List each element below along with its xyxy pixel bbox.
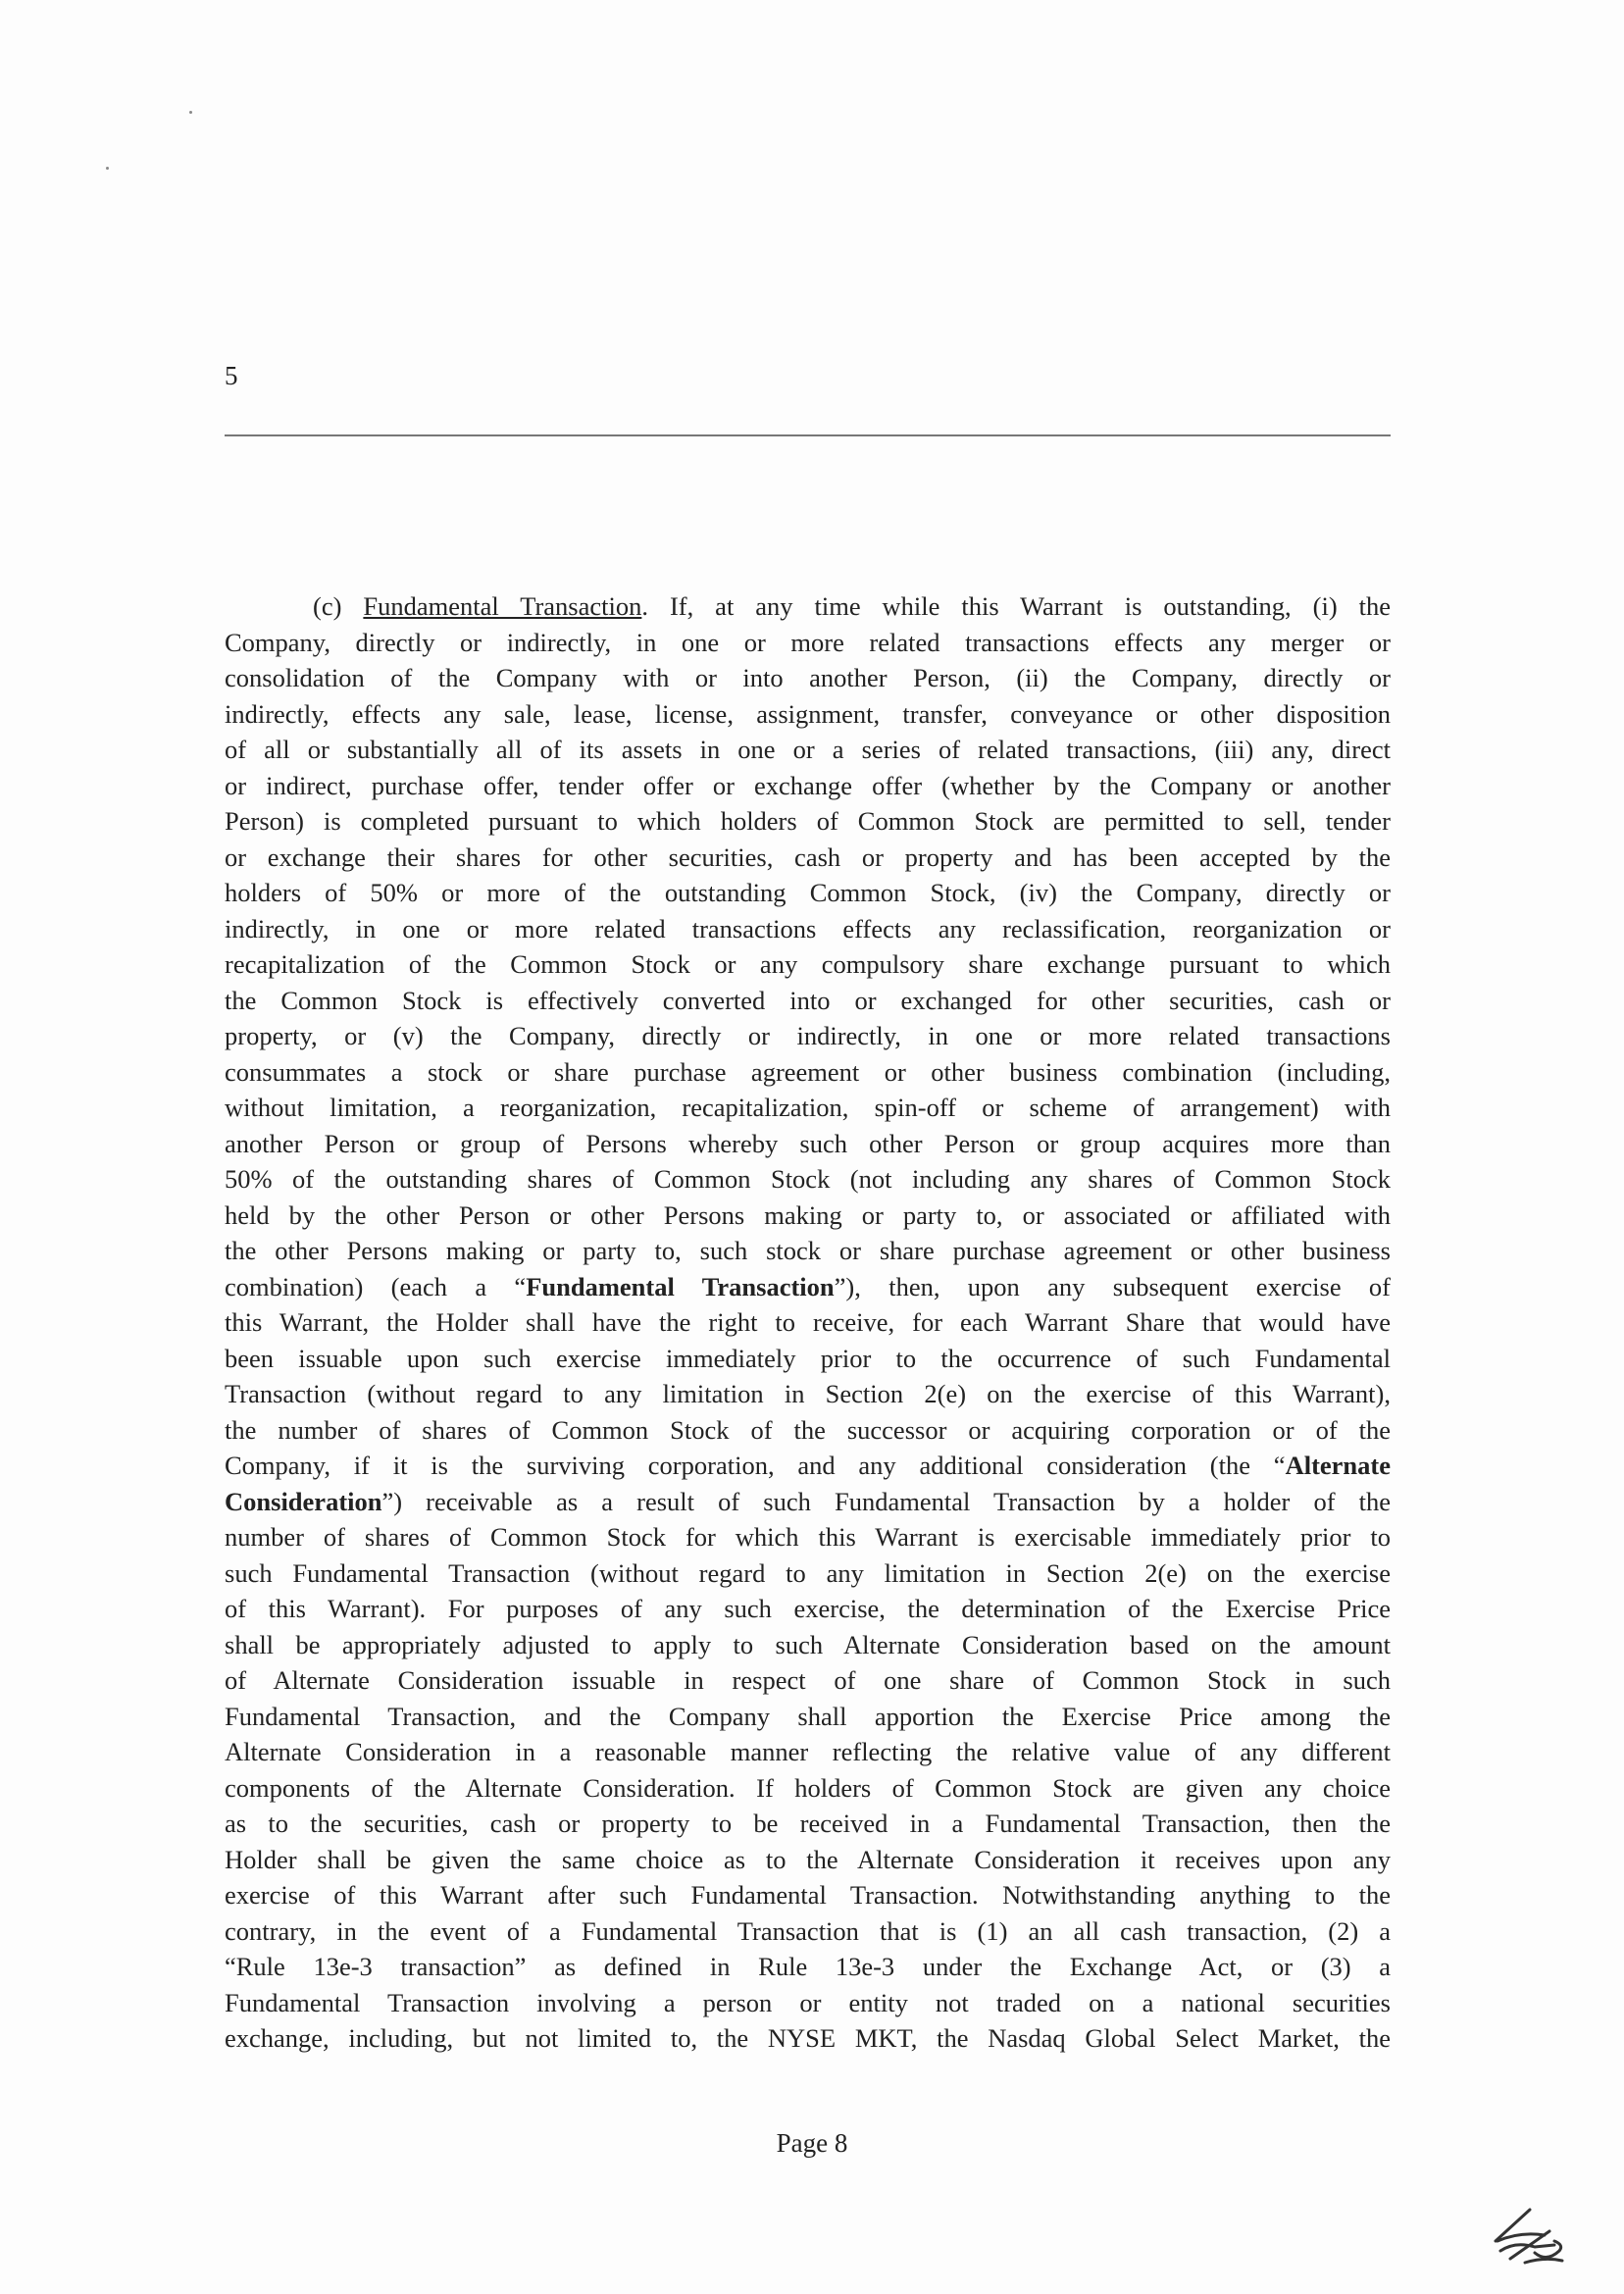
text-segment: the Common Stock is effectively converted into or exchanged for other securities, cash or <box>225 985 1391 1015</box>
page-number: Page 8 <box>776 2128 848 2158</box>
text-segment: Person) is completed pursuant to which holders of Common Stock are permitted to sell, tender <box>225 806 1391 836</box>
text-segment: the number of shares of Common Stock of the successor or acquiring corporation or of the <box>225 1414 1391 1445</box>
text-line <box>225 1734 1391 1770</box>
text-segment: Alternate Consideration in a reasonable manner reflecting the relative value of any different <box>225 1737 1391 1766</box>
text-segment: 50% of the outstanding shares of Common Stock (not including any shares of Common Stock <box>225 1164 1391 1194</box>
defined-term: Fundamental Transaction <box>526 1271 835 1301</box>
header-number: 5 <box>225 361 238 390</box>
defined-term: Consideration <box>225 1486 382 1516</box>
text-line <box>225 732 1391 768</box>
text-segment: as to the securities, cash or property to be received in a Fundamental Transaction, then the <box>225 1809 1391 1838</box>
text-line <box>225 1842 1391 1878</box>
text-line <box>225 1662 1391 1699</box>
text-line <box>225 1269 1391 1305</box>
text-segment: shall be appropriately adjusted to apply to such Alternate Consideration based on the amount <box>225 1629 1391 1659</box>
text-segment: Company, if it is the surviving corporation, and any additional consideration (the “ <box>225 1451 1286 1480</box>
text-line <box>225 625 1391 661</box>
text-line <box>225 1126 1391 1162</box>
text-segment: ”), then, upon any subsequent exercise of <box>834 1271 1392 1301</box>
text-segment: number of shares of Common Stock for which this Warrant is exercisable immediately prior to <box>225 1522 1391 1552</box>
text-line <box>225 768 1391 804</box>
text-line <box>225 1198 1391 1234</box>
text-segment: consummates a stock or share purchase agreement or other business combination (including, <box>225 1056 1391 1087</box>
text-segment: (c) <box>313 591 364 621</box>
text-segment: holders of 50% or more of the outstanding Common Stock, (iv) the Company, directly or <box>225 878 1391 907</box>
text-segment: or indirect, purchase offer, tender offer or exchange offer (whether by the Company or another <box>225 770 1391 800</box>
text-segment: recapitalization of the Common Stock or any compulsory share exchange pursuant to which <box>225 949 1391 979</box>
text-line <box>225 1090 1391 1126</box>
text-line <box>225 1018 1391 1054</box>
text-segment: the other Persons making or party to, such stock or share purchase agreement or other business <box>225 1236 1391 1265</box>
text-segment: consolidation of the Company with or into another Person, (ii) the Company, directly or <box>225 663 1391 692</box>
text-line <box>225 1555 1391 1592</box>
text-segment: exchange, including, but not limited to, the NYSE MKT, the Nasdaq Global Select Market, the <box>225 2023 1391 2053</box>
text-segment: this Warrant, the Holder shall have the right to receive, for each Warrant Share that would have <box>225 1307 1391 1337</box>
text-line <box>225 946 1391 983</box>
text-segment: Holder shall be given the same choice as to the Alternate Consideration it receives upon any <box>225 1844 1391 1874</box>
text-segment: held by the other Person or other Persons making or party to, or associated or affiliated with <box>225 1199 1391 1230</box>
text-line <box>225 1484 1391 1520</box>
text-line <box>225 803 1391 840</box>
text-segment: . If, at any time while this Warrant is outstanding, (i) the <box>641 591 1391 621</box>
text-line <box>225 911 1391 947</box>
text-line <box>225 1341 1391 1377</box>
text-line <box>225 1519 1391 1555</box>
text-line <box>225 1304 1391 1341</box>
text-line <box>225 696 1391 733</box>
text-segment: Transaction (without regard to any limitation in Section 2(e) on the exercise of this Warrant), <box>225 1379 1391 1408</box>
text-segment: Fundamental Transaction, and the Company shall apportion the Exercise Price among the <box>225 1701 1391 1731</box>
header-divider <box>225 434 1391 436</box>
text-line <box>225 1877 1391 1913</box>
text-line <box>225 588 1391 625</box>
text-line <box>225 983 1391 1019</box>
text-line <box>225 2020 1391 2057</box>
text-segment: of this Warrant). For purposes of any such exercise, the determination of the Exercise Price <box>225 1594 1391 1623</box>
text-segment: components of the Alternate Consideration. If holders of Common Stock are given any choice <box>225 1772 1391 1803</box>
text-segment: ”) receivable as a result of such Fundamental Transaction by a holder of the <box>381 1486 1391 1516</box>
scan-speck <box>106 167 109 170</box>
text-line <box>225 1806 1391 1842</box>
text-line <box>225 1627 1391 1663</box>
text-segment: combination) (each a “ <box>225 1271 527 1301</box>
initials-signature <box>1476 2202 1569 2270</box>
text-line <box>225 1376 1391 1412</box>
text-line <box>225 1054 1391 1091</box>
text-segment: been issuable upon such exercise immediately prior to the occurrence of such Fundamental <box>225 1343 1391 1373</box>
text-segment: indirectly, in one or more related transactions effects any reclassification, reorganization or <box>225 913 1391 943</box>
text-segment: property, or (v) the Company, directly or indirectly, in one or more related transactions <box>225 1021 1391 1050</box>
text-line <box>225 1949 1391 1985</box>
text-line <box>225 875 1391 911</box>
text-segment: without limitation, a reorganization, recapitalization, spin-off or scheme of arrangement) with <box>225 1093 1391 1122</box>
paragraph-fundamental-transaction <box>225 588 1391 2057</box>
text-segment: exercise of this Warrant after such Fundamental Transaction. Notwithstanding anything to the <box>225 1880 1391 1910</box>
text-segment: or exchange their shares for other securities, cash or property and has been accepted by the <box>225 841 1391 872</box>
text-line <box>225 1770 1391 1807</box>
text-line <box>225 660 1391 696</box>
text-segment: another Person or group of Persons whereby such other Person or group acquires more than <box>225 1128 1391 1158</box>
text-line <box>225 1412 1391 1449</box>
text-line <box>225 1985 1391 2021</box>
text-line <box>225 1699 1391 1735</box>
defined-term: Alternate <box>1285 1451 1391 1480</box>
text-segment: of all or substantially all of its assets in one or a series of related transactions, (iii) any, direct <box>225 735 1391 764</box>
text-segment: “Rule 13e-3 transaction” as defined in Rule 13e-3 under the Exchange Act, or (3) a <box>225 1952 1391 1981</box>
text-line <box>225 1591 1391 1627</box>
text-line <box>225 840 1391 876</box>
text-segment: Fundamental Transaction involving a person or entity not traded on a national securities <box>225 1987 1391 2017</box>
text-segment: contrary, in the event of a Fundamental Transaction that is (1) an all cash transaction, (2) a <box>225 1915 1391 1946</box>
text-line <box>225 1913 1391 1950</box>
text-line <box>225 1161 1391 1198</box>
section-heading: Fundamental Transaction <box>363 591 642 621</box>
scan-speck <box>189 111 192 114</box>
text-segment: indirectly, effects any sale, lease, license, assignment, transfer, conveyance or other disposition <box>225 698 1391 729</box>
text-segment: such Fundamental Transaction (without regard to any limitation in Section 2(e) on the exercise <box>225 1557 1391 1588</box>
text-segment: Company, directly or indirectly, in one or more related transactions effects any merger or <box>225 627 1391 657</box>
text-line <box>225 1233 1391 1269</box>
text-line <box>225 1448 1391 1484</box>
text-segment: of Alternate Consideration issuable in respect of one share of Common Stock in such <box>225 1665 1391 1695</box>
